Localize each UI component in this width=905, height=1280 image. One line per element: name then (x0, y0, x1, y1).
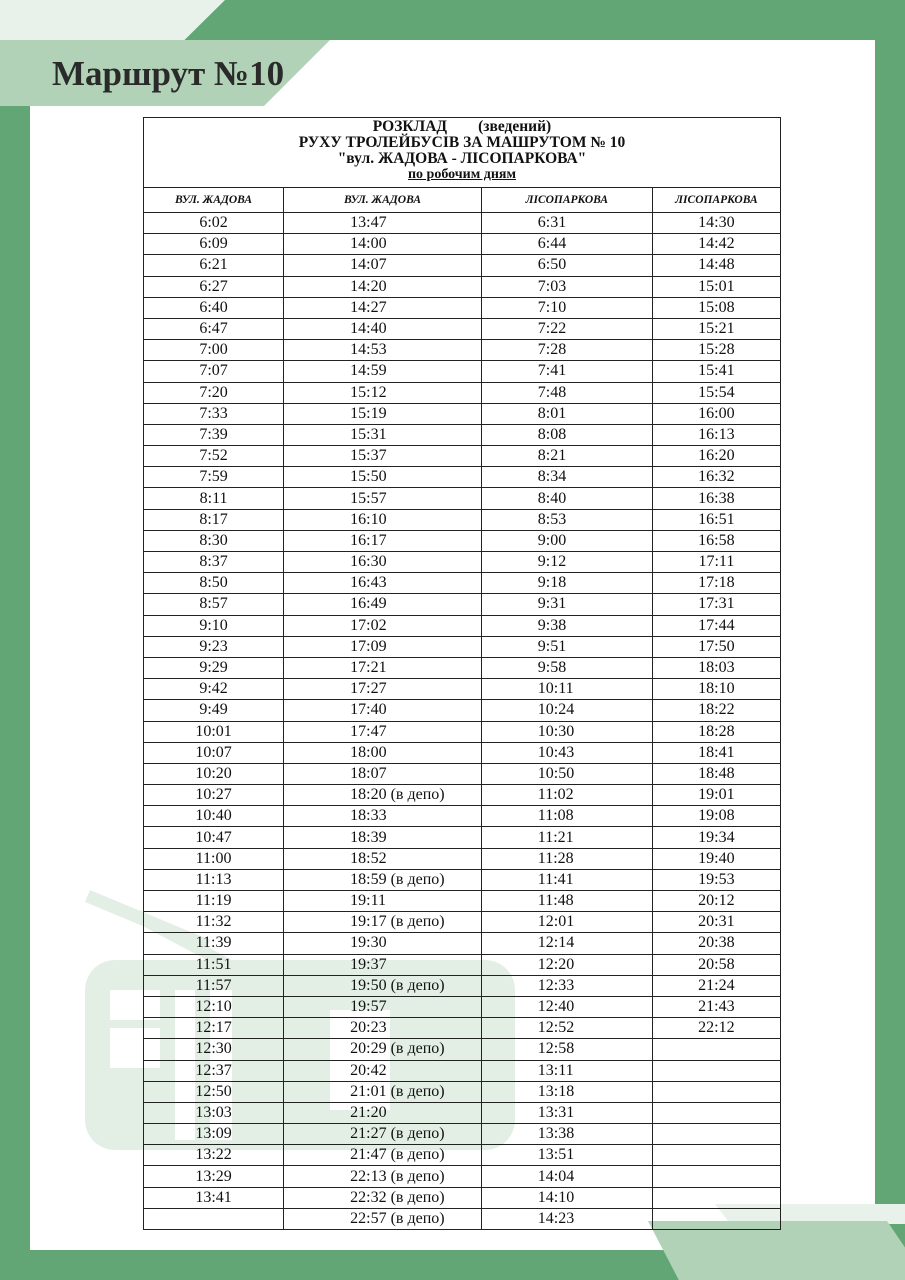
time-cell: 18:48 (652, 763, 780, 784)
time-cell: 12:52 (481, 1018, 652, 1039)
table-row (144, 446, 781, 467)
time-cell: 6:21 (144, 255, 284, 276)
time-cell: 11:41 (481, 869, 652, 890)
time-cell: 19:53 (652, 869, 780, 890)
time-cell: 17:27 (284, 679, 482, 700)
time-cell: 19:11 (284, 891, 482, 912)
time-cell: 6:50 (481, 255, 652, 276)
time-cell: 10:50 (481, 763, 652, 784)
time-cell: 7:07 (144, 361, 284, 382)
time-cell: 21:27 (в депо) (284, 1124, 482, 1145)
time-cell: 10:47 (144, 827, 284, 848)
time-cell: 18:59 (в депо) (284, 869, 482, 890)
table-row (144, 848, 781, 869)
table-row (144, 509, 781, 530)
time-cell: 18:28 (652, 721, 780, 742)
time-cell: 16:38 (652, 488, 780, 509)
table-row (144, 530, 781, 551)
time-cell: 8:17 (144, 509, 284, 530)
time-cell: 6:40 (144, 297, 284, 318)
time-cell: 20:29 (в депо) (284, 1039, 482, 1060)
time-cell: 8:40 (481, 488, 652, 509)
time-cell: 20:42 (284, 1060, 482, 1081)
time-cell: 11:39 (144, 933, 284, 954)
column-header: ЛІСОПАРКОВА (481, 188, 652, 213)
time-cell: 15:57 (284, 488, 482, 509)
time-cell: 12:40 (481, 996, 652, 1017)
time-cell: 7:10 (481, 297, 652, 318)
time-cell: 12:01 (481, 912, 652, 933)
time-cell: 20:23 (284, 1018, 482, 1039)
time-cell: 13:51 (481, 1145, 652, 1166)
time-cell: 13:09 (144, 1124, 284, 1145)
time-cell: 7:03 (481, 276, 652, 297)
time-cell: 15:01 (652, 276, 780, 297)
time-cell: 9:31 (481, 594, 652, 615)
time-cell: 9:38 (481, 615, 652, 636)
time-cell: 6:02 (144, 213, 284, 234)
time-cell: 16:43 (284, 573, 482, 594)
table-row (144, 996, 781, 1017)
table-row (144, 234, 781, 255)
time-cell: 9:18 (481, 573, 652, 594)
time-cell: 11:00 (144, 848, 284, 869)
table-row (144, 403, 781, 424)
time-cell: 12:58 (481, 1039, 652, 1060)
time-cell: 10:01 (144, 721, 284, 742)
table-row (144, 954, 781, 975)
time-cell: 14:53 (284, 340, 482, 361)
time-cell: 18:07 (284, 763, 482, 784)
time-cell: 6:47 (144, 318, 284, 339)
time-cell: 17:40 (284, 700, 482, 721)
time-cell: 20:38 (652, 933, 780, 954)
time-cell: 15:19 (284, 403, 482, 424)
time-cell: 15:28 (652, 340, 780, 361)
time-cell: 16:30 (284, 552, 482, 573)
table-row (144, 213, 781, 234)
time-cell: 8:21 (481, 446, 652, 467)
table-row (144, 933, 781, 954)
time-cell: 19:50 (в депо) (284, 975, 482, 996)
time-cell: 15:21 (652, 318, 780, 339)
time-cell: 15:37 (284, 446, 482, 467)
time-cell: 17:44 (652, 615, 780, 636)
time-cell: 8:53 (481, 509, 652, 530)
time-cell: 14:10 (481, 1187, 652, 1208)
time-cell (144, 1208, 284, 1229)
table-row (144, 975, 781, 996)
table-row (144, 615, 781, 636)
time-cell: 11:19 (144, 891, 284, 912)
time-cell: 6:44 (481, 234, 652, 255)
time-cell: 22:12 (652, 1018, 780, 1039)
time-cell: 9:58 (481, 657, 652, 678)
time-cell: 18:33 (284, 806, 482, 827)
time-cell: 16:20 (652, 446, 780, 467)
time-cell: 7:33 (144, 403, 284, 424)
time-cell: 15:50 (284, 467, 482, 488)
time-cell: 11:02 (481, 785, 652, 806)
time-cell: 13:47 (284, 213, 482, 234)
time-cell: 21:20 (284, 1102, 482, 1123)
header-subtitle: (зведений) (478, 118, 552, 135)
time-cell: 14:23 (481, 1208, 652, 1229)
table-row (144, 318, 781, 339)
table-row (144, 467, 781, 488)
time-cell: 15:08 (652, 297, 780, 318)
time-cell: 13:29 (144, 1166, 284, 1187)
time-cell: 12:37 (144, 1060, 284, 1081)
time-cell: 9:12 (481, 552, 652, 573)
time-cell: 13:31 (481, 1102, 652, 1123)
time-cell: 8:01 (481, 403, 652, 424)
table-row (144, 488, 781, 509)
time-cell: 11:51 (144, 954, 284, 975)
time-cell: 8:08 (481, 424, 652, 445)
table-row (144, 869, 781, 890)
header-title: РОЗКЛАД (372, 118, 448, 135)
time-cell: 17:21 (284, 657, 482, 678)
time-cell: 16:32 (652, 467, 780, 488)
time-cell (652, 1145, 780, 1166)
table-row (144, 1018, 781, 1039)
time-cell: 6:31 (481, 213, 652, 234)
table-row (144, 552, 781, 573)
time-cell: 16:10 (284, 509, 482, 530)
time-cell: 22:13 (в депо) (284, 1166, 482, 1187)
time-cell: 12:33 (481, 975, 652, 996)
time-cell: 19:17 (в депо) (284, 912, 482, 933)
table-row (144, 912, 781, 933)
time-cell: 19:34 (652, 827, 780, 848)
column-header: ЛІСОПАРКОВА (652, 188, 780, 213)
time-cell (652, 1060, 780, 1081)
time-cell: 21:47 (в депо) (284, 1145, 482, 1166)
time-cell: 15:31 (284, 424, 482, 445)
table-row (144, 1081, 781, 1102)
time-cell: 21:01 (в депо) (284, 1081, 482, 1102)
time-cell: 9:00 (481, 530, 652, 551)
time-cell: 16:13 (652, 424, 780, 445)
header-day-type: по робочим дням (407, 167, 517, 182)
time-cell: 10:43 (481, 742, 652, 763)
time-cell: 10:11 (481, 679, 652, 700)
time-cell: 19:37 (284, 954, 482, 975)
time-cell: 21:43 (652, 996, 780, 1017)
table-row (144, 806, 781, 827)
table-row (144, 679, 781, 700)
header-line-2: РУХУ ТРОЛЕЙБУСІВ ЗА МАШРУТОМ № 10 (298, 134, 626, 151)
schedule-header (144, 118, 781, 188)
time-cell: 14:27 (284, 297, 482, 318)
time-cell: 13:11 (481, 1060, 652, 1081)
time-cell: 12:20 (481, 954, 652, 975)
time-cell: 12:30 (144, 1039, 284, 1060)
table-row (144, 1060, 781, 1081)
time-cell: 14:00 (284, 234, 482, 255)
time-cell: 7:52 (144, 446, 284, 467)
time-cell: 11:21 (481, 827, 652, 848)
table-row (144, 573, 781, 594)
time-cell: 9:29 (144, 657, 284, 678)
time-cell: 7:28 (481, 340, 652, 361)
table-row (144, 700, 781, 721)
table-row (144, 424, 781, 445)
time-cell: 13:03 (144, 1102, 284, 1123)
time-cell: 8:50 (144, 573, 284, 594)
time-cell: 17:47 (284, 721, 482, 742)
time-cell: 18:52 (284, 848, 482, 869)
time-cell: 19:40 (652, 848, 780, 869)
time-cell: 8:57 (144, 594, 284, 615)
time-cell: 9:49 (144, 700, 284, 721)
time-cell: 17:09 (284, 636, 482, 657)
time-cell: 11:08 (481, 806, 652, 827)
time-cell: 12:10 (144, 996, 284, 1017)
time-cell: 7:22 (481, 318, 652, 339)
time-cell: 22:57 (в депо) (284, 1208, 482, 1229)
table-row (144, 276, 781, 297)
time-cell: 10:20 (144, 763, 284, 784)
time-cell: 7:48 (481, 382, 652, 403)
time-cell: 20:12 (652, 891, 780, 912)
time-cell (652, 1187, 780, 1208)
time-cell: 17:50 (652, 636, 780, 657)
time-cell: 20:58 (652, 954, 780, 975)
time-cell: 16:17 (284, 530, 482, 551)
time-cell: 14:40 (284, 318, 482, 339)
time-cell: 7:00 (144, 340, 284, 361)
time-cell: 15:54 (652, 382, 780, 403)
table-row (144, 742, 781, 763)
table-row (144, 255, 781, 276)
time-cell: 8:37 (144, 552, 284, 573)
time-cell: 14:42 (652, 234, 780, 255)
table-row (144, 763, 781, 784)
time-cell: 19:57 (284, 996, 482, 1017)
time-cell: 17:18 (652, 573, 780, 594)
table-row (144, 636, 781, 657)
time-cell: 6:09 (144, 234, 284, 255)
table-row (144, 361, 781, 382)
time-cell: 7:39 (144, 424, 284, 445)
time-cell: 15:41 (652, 361, 780, 382)
time-cell (652, 1081, 780, 1102)
table-row (144, 297, 781, 318)
time-cell: 12:50 (144, 1081, 284, 1102)
time-cell: 11:48 (481, 891, 652, 912)
time-cell (652, 1102, 780, 1123)
table-row (144, 382, 781, 403)
route-title: Маршрут №10 (52, 54, 285, 93)
time-cell: 9:23 (144, 636, 284, 657)
time-cell: 15:12 (284, 382, 482, 403)
table-row (144, 1187, 781, 1208)
time-cell: 9:42 (144, 679, 284, 700)
schedule-table (143, 117, 781, 1230)
table-row (144, 340, 781, 361)
time-cell: 13:38 (481, 1124, 652, 1145)
table-row (144, 1124, 781, 1145)
table-row (144, 1166, 781, 1187)
time-cell: 18:22 (652, 700, 780, 721)
time-cell: 6:27 (144, 276, 284, 297)
table-row (144, 827, 781, 848)
time-cell (652, 1166, 780, 1187)
table-row (144, 1102, 781, 1123)
column-header: ВУЛ. ЖАДОВА (284, 188, 482, 213)
time-cell: 10:40 (144, 806, 284, 827)
time-cell: 14:20 (284, 276, 482, 297)
time-cell (652, 1039, 780, 1060)
time-cell: 16:00 (652, 403, 780, 424)
table-row (144, 1039, 781, 1060)
time-cell: 17:02 (284, 615, 482, 636)
time-cell: 7:41 (481, 361, 652, 382)
time-cell: 17:11 (652, 552, 780, 573)
time-cell: 22:32 (в депо) (284, 1187, 482, 1208)
time-cell: 13:41 (144, 1187, 284, 1208)
time-cell: 13:18 (481, 1081, 652, 1102)
time-cell: 8:34 (481, 467, 652, 488)
time-cell: 12:17 (144, 1018, 284, 1039)
time-cell: 10:27 (144, 785, 284, 806)
table-row (144, 891, 781, 912)
time-cell: 14:07 (284, 255, 482, 276)
table-row (144, 1208, 781, 1229)
time-cell: 19:30 (284, 933, 482, 954)
time-cell: 18:41 (652, 742, 780, 763)
time-cell: 19:01 (652, 785, 780, 806)
time-cell: 9:51 (481, 636, 652, 657)
column-header: ВУЛ. ЖАДОВА (144, 188, 284, 213)
time-cell (652, 1208, 780, 1229)
time-cell: 10:24 (481, 700, 652, 721)
time-cell: 11:57 (144, 975, 284, 996)
time-cell: 14:48 (652, 255, 780, 276)
time-cell: 11:32 (144, 912, 284, 933)
time-cell: 9:10 (144, 615, 284, 636)
table-row (144, 657, 781, 678)
time-cell: 14:04 (481, 1166, 652, 1187)
table-row (144, 721, 781, 742)
time-cell: 18:00 (284, 742, 482, 763)
time-cell: 16:51 (652, 509, 780, 530)
time-cell: 14:59 (284, 361, 482, 382)
time-cell: 13:22 (144, 1145, 284, 1166)
time-cell: 7:59 (144, 467, 284, 488)
time-cell: 17:31 (652, 594, 780, 615)
time-cell: 18:10 (652, 679, 780, 700)
time-cell: 16:58 (652, 530, 780, 551)
time-cell: 20:31 (652, 912, 780, 933)
table-row (144, 594, 781, 615)
time-cell (652, 1124, 780, 1145)
time-cell: 8:11 (144, 488, 284, 509)
table-row (144, 1145, 781, 1166)
table-row (144, 785, 781, 806)
schedule-rows (144, 213, 781, 1230)
time-cell: 14:30 (652, 213, 780, 234)
time-cell: 10:30 (481, 721, 652, 742)
time-cell: 18:39 (284, 827, 482, 848)
time-cell: 7:20 (144, 382, 284, 403)
time-cell: 10:07 (144, 742, 284, 763)
time-cell: 18:20 (в депо) (284, 785, 482, 806)
time-cell: 21:24 (652, 975, 780, 996)
time-cell: 11:13 (144, 869, 284, 890)
header-route-name: "вул. ЖАДОВА - ЛІСОПАРКОВА" (337, 150, 587, 167)
time-cell: 16:49 (284, 594, 482, 615)
time-cell: 12:14 (481, 933, 652, 954)
time-cell: 19:08 (652, 806, 780, 827)
time-cell: 11:28 (481, 848, 652, 869)
time-cell: 18:03 (652, 657, 780, 678)
time-cell: 8:30 (144, 530, 284, 551)
